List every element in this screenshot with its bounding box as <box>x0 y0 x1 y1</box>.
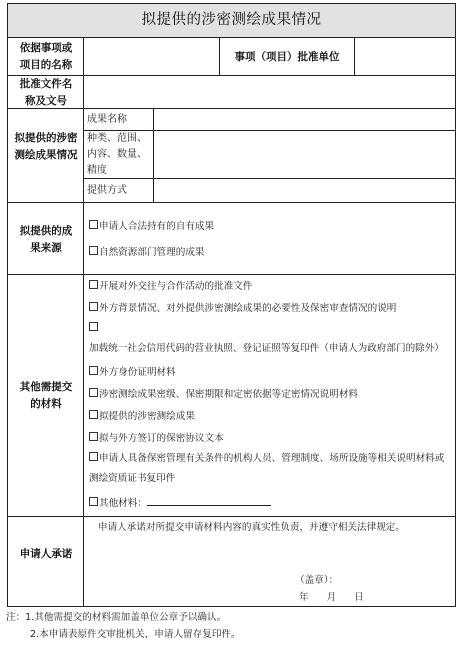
date-year: 年 <box>299 592 309 603</box>
source-option-authority[interactable]: 自然资源部门管理的成果 <box>89 246 205 260</box>
checkbox-icon[interactable] <box>89 220 98 229</box>
column-divider <box>83 38 84 606</box>
material-item-other[interactable]: 其他材料： <box>89 496 271 511</box>
approval-doc-label: 批准文件名称及文号 <box>19 78 73 107</box>
seal-label: （盖章）： <box>295 575 339 586</box>
basis-label: 依据事项或项目的名称 <box>19 42 73 71</box>
results-kind-label-1: 种类、范围、 <box>87 133 147 144</box>
material-item[interactable]: 拟与外方签订的保密协议文本 <box>89 432 224 446</box>
results-kind-label-2: 内容、数量、 <box>87 149 147 160</box>
footnote-1: 注：1.其他需提交的材料需加盖单位公章予以确认。 <box>6 612 227 623</box>
row-divider <box>8 202 455 203</box>
material-item[interactable]: 外方背景情况、对外提供涉密测绘成果的必要性及保密审查情况的说明 <box>89 302 396 316</box>
column-divider <box>219 38 220 75</box>
date-day: 日 <box>354 592 364 603</box>
checkbox-icon[interactable] <box>89 302 98 311</box>
results-kind-label-3: 精度 <box>87 165 107 176</box>
material-item[interactable]: 申请人具备保密管理有关条件的机构人员、管理制度、场所设施等相关说明材料或测绘资质证书复印件 <box>89 453 445 484</box>
date-line <box>299 589 382 603</box>
date-month: 月 <box>326 592 337 603</box>
pledge-text: 申请人承诺对所提交申请材料内容的真实性负责，并遵守相关法律规定。 <box>98 522 405 533</box>
other-materials-field[interactable] <box>147 496 271 506</box>
form-title: 拟提供的涉密测绘成果情况 <box>8 4 455 38</box>
column-divider <box>354 38 355 75</box>
checkbox-icon[interactable] <box>89 432 98 441</box>
footnote-2: 2.本申请表原件交审批机关，申请人留存复印件。 <box>30 629 241 640</box>
checkbox-icon[interactable] <box>89 366 98 375</box>
checkbox-icon[interactable] <box>89 452 98 461</box>
checkbox-icon[interactable] <box>89 388 98 397</box>
checkbox-icon[interactable] <box>89 410 98 419</box>
source-label: 拟提供的成果来源 <box>19 225 73 254</box>
approval-unit-label: 事项（项目）批准单位 <box>234 51 340 63</box>
checkbox-icon[interactable] <box>89 497 98 506</box>
footnotes <box>6 609 241 643</box>
checkbox-icon[interactable] <box>89 280 98 289</box>
material-item[interactable]: 涉密测绘成果密级、保密期限和定密依据等定密情况说明材料 <box>89 388 358 402</box>
column-divider <box>153 108 154 202</box>
material-item[interactable]: 外方身份证明材料 <box>89 366 176 380</box>
pledge-label: 申请人承诺 <box>19 548 73 560</box>
material-item[interactable]: 加载统一社会信用代码的营业执照、登记证照等复印件（申请人为政府部门的除外） <box>89 319 451 359</box>
checkbox-icon[interactable] <box>89 246 98 255</box>
checkbox-icon[interactable] <box>89 322 98 331</box>
materials-label: 其他需提交的材料 <box>19 381 73 410</box>
material-item[interactable]: 开展对外交往与合作活动的批准文件 <box>89 280 253 294</box>
row-divider <box>83 178 455 179</box>
row-divider <box>8 274 455 275</box>
row-divider <box>8 516 455 517</box>
results-name-label: 成果名称 <box>87 114 127 125</box>
results-label: 拟提供的涉密测绘成果情况 <box>14 132 78 161</box>
application-form <box>7 3 456 607</box>
material-item[interactable]: 拟提供的涉密测绘成果 <box>89 410 195 424</box>
source-option-own[interactable]: 申请人合法持有的自有成果 <box>89 220 214 234</box>
results-method-label: 提供方式 <box>87 185 127 196</box>
